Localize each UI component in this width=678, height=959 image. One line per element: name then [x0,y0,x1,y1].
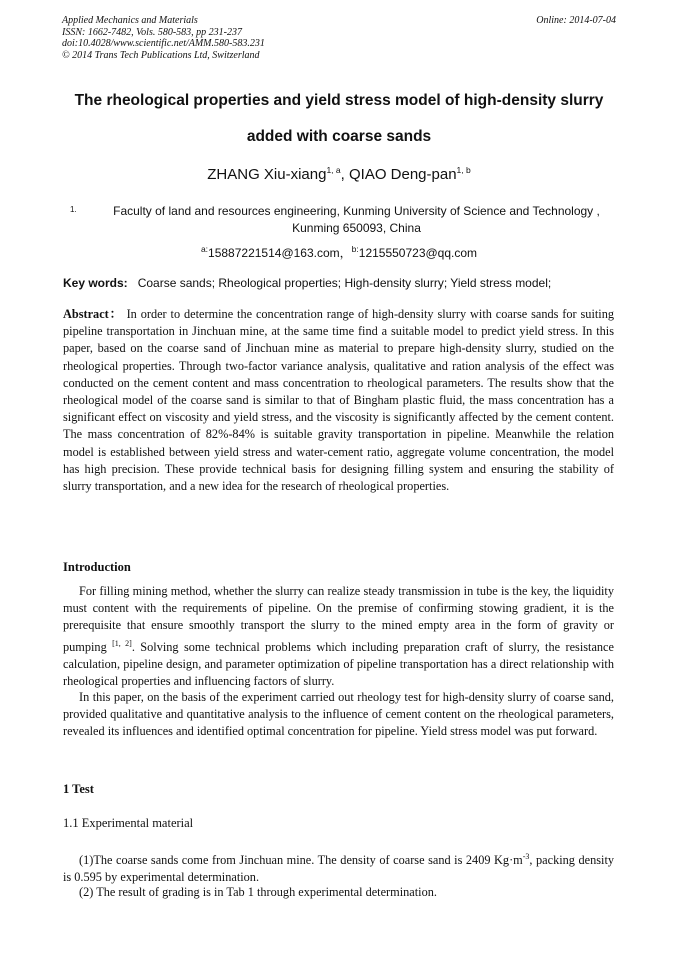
introduction-paragraph-2: In this paper, on the basis of the experiment carried out rheology test for high-density slurry of coarse sand, provided qualitative and quantitative analysis to the influence of cement content on the rheological parameters, revealed its influences and identified optimal concentration for pipeline. Yield stress model was put forward. [63,690,614,739]
author-2-affil: 1, b [456,165,471,175]
author-2: QIAO Deng-pan [348,166,457,183]
journal-name: Applied Mechanics and Materials [62,15,198,26]
author-emails [0,244,678,261]
s1-p1-text-b: , packing density is 0.595 by experimental determination. [63,853,615,885]
affiliation [62,203,618,237]
unit-exponent: -3 [522,852,530,861]
s1-p1-text-a: (1)The coarse sands come from Jinchuan mine. The density of coarse sand is 2409 Kg·m [79,853,523,868]
email-a: 15887221514@163.com [208,246,340,260]
abstract-text: In order to determine the concentration range of high-density slurry with coarse sands for suiting pipeline transportation in Jinchuan mine, at the same time find a suitable model to predict yield stress. In this paper, based on the coarse sand of Jinchuan mine as material to prepare high-density slurry, studied on the rheological properties. Through two-factor variance analysis, qualitative and ration analysis of the effect was conducted on the cement content and mass concentration to rheological parameters. The results show that the rheological model of the coarse sand is similar to that of Bingham plastic fluid, the mass concentration has a significant effect on viscosity and yield stress, and the viscosity is significantly affected by the cement content. The mass concentration of 82%-84% is suitable gravity transportation in pipeline. Meanwhile the relation model is established between yield stress and water-cement ratio, aggregate volume concentration, the model has high precision. These provide technical basis for designing filling system and ensuring the stability of slurry transportation, and a new idea for the research of rheological properties. [63,307,614,494]
online-date: Online: 2014-07-04 [536,15,616,26]
email-b: 1215550723@qq.com [358,246,478,260]
introduction-heading: Introduction [63,560,131,574]
issn-line: ISSN: 1662-7482, Vols. 580-583, pp 231-237 [62,26,242,38]
citation-1-2: [1, 2] [112,638,132,648]
email-separator: ， [339,246,352,260]
keywords [63,276,623,290]
affiliation-number: 1. [70,205,77,214]
introduction-paragraph-1 [63,583,614,690]
author-1: ZHANG Xiu-xiang [207,166,327,183]
intro-p1-text-a: For filling mining method, whether the slurry can realize steady transmission in tube is the key, the liquidity must content with the requirements of pipeline. On the premise of confirming stowing gradient, it is the prerequisite that ensure smoothly transport the slurry to the mined empty area in the form of gravity or pumping [63,584,614,654]
running-header [62,15,616,61]
intro-p1-text-b: . Solving some technical problems which including preparation craft of slurry, the resistance calculation, pipeline design, and parameter optimization of pipeline transportation has a direct relationship with rheological properties and influencing factors of slurry. [63,639,614,689]
abstract-label: Abstract： [63,307,123,321]
author-list [0,165,678,183]
author-1-affil: 1, a [326,165,341,175]
keywords-text: Coarse sands; Rheological properties; High-density slurry; Yield stress model; [137,276,552,290]
doi-line: doi:10.4028/www.scientific.net/AMM.580-583.231 [62,38,265,49]
section-1-paragraph-1 [63,848,614,887]
copyright-line: © 2014 Trans Tech Publications Ltd, Switzerland [62,49,260,61]
paper-title-line-1: The rheological properties and yield stress model of high-density slurry [74,92,604,109]
abstract [63,306,614,495]
keywords-label: Key words: [63,276,128,290]
section-1-heading: 1 Test [63,782,94,796]
email-a-label: a: [200,244,209,254]
email-b-label: b: [351,244,359,254]
affiliation-line-2: Kunming 650093, China [292,221,421,235]
affiliation-line-1: Faculty of land and resources engineering, Kunming University of Science and Technology , [113,204,600,218]
section-1-paragraph-2: (2) The result of grading is in Tab 1 through experimental determination. [79,885,437,899]
subsection-1-1-heading: 1.1 Experimental material [63,816,194,830]
author-separator: , [340,166,349,183]
paper-title-line-2: added with coarse sands [246,128,432,145]
